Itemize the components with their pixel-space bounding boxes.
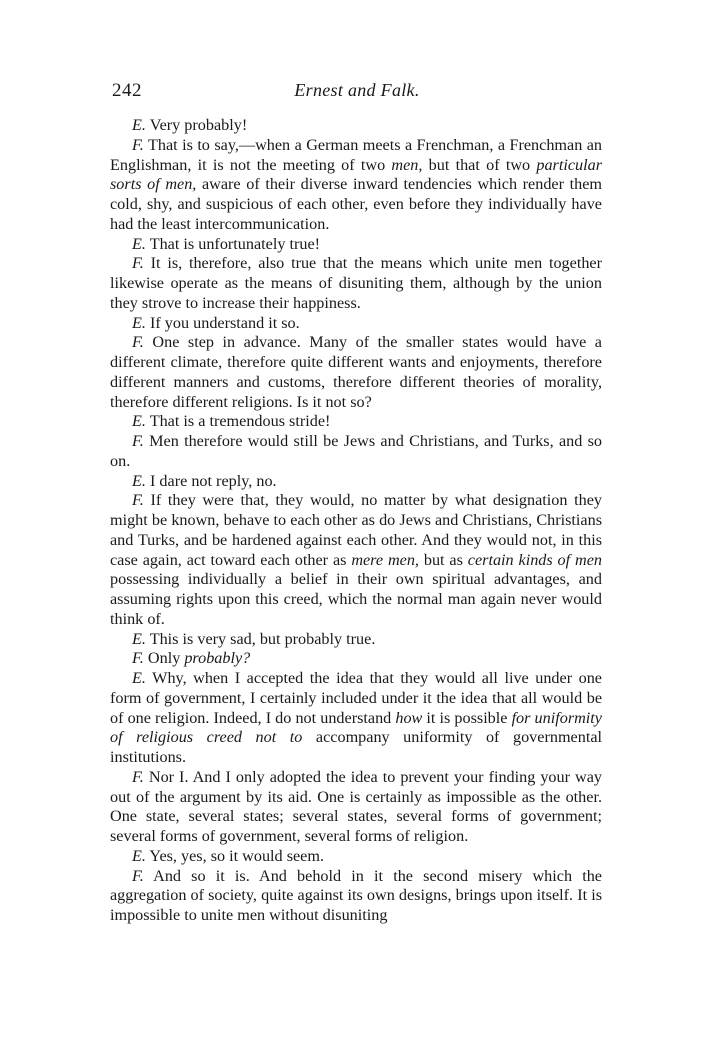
dialogue-paragraph [110,867,602,926]
italic-text: men, [391,155,423,174]
speaker-label: E. [132,116,146,134]
text-run: Men therefore would still be Jews and Christians, and Turks, and so on. [110,432,602,470]
dialogue-paragraph [110,669,602,768]
text-run: That is a tremendous stride! [145,412,331,431]
italic-text: particular sorts of men, [110,155,602,194]
text-run: Why, when I accepted the idea that they would all live under one form of government, I certainly included under it the idea that all would be of one religion. Indeed, I do not understand [110,669,602,727]
text-run: aware of their diverse inward tendencies which render them cold, shy, and suspicious of each other, even before they individually have had the least intercommunication. [110,175,602,233]
dialogue-paragraph [110,847,602,867]
text-run: One step in advance. Many of the smaller states would have a different climate, therefore quite different wants and enjoyments, therefore different manners and customs, therefore different theories of morality, therefore different religions. Is it not so? [110,333,602,411]
text-run: If they were that, they would, no matter by what designation they might be known, behave to each other as do Jews and Christians, Christians and Turks, and be hardened against each other. And they would not, in this case again, act toward each other as [110,491,602,569]
text-run: This is very sad, but probably true. [145,629,376,648]
speaker-label: E. [132,629,146,648]
italic-text: how [395,708,423,727]
text-run: I dare not reply, no. [145,471,277,490]
body-text [110,116,602,926]
text-run: Yes, yes, so it would seem. [145,846,325,865]
italic-text: certain kinds of men [467,550,602,569]
text-run: Nor I. And I only adopted the idea to prevent your finding your way out of the argument by its aid. One is certainly as impossible as the other. One state, several states; several states, several forms of government; several forms of government, several forms of religion. [110,767,602,845]
text-run: It is, therefore, also true that the means which unite men together likewise operate as the means of disuniting them, although by the union they strove to increase their happiness. [110,254,602,312]
text-run: it is possible [422,708,512,727]
speaker-label: F. [132,866,144,885]
speaker-label: E. [132,471,146,490]
dialogue-paragraph [110,333,602,412]
speaker-label: E. [132,412,146,431]
dialogue-paragraph [110,630,602,650]
dialogue-paragraph [110,649,602,669]
dialogue-paragraph [110,768,602,847]
dialogue-paragraph [110,412,602,432]
text-run: That is unfortunately true! [145,234,321,253]
dialogue-paragraph [110,314,602,334]
speaker-label: F. [132,333,144,352]
text-run: If you understand it so. [145,313,300,332]
text-run: possessing individually a belief in their own spiritual advantages, and assuming rights upon this creed, which the normal man again never would think of. [110,570,602,628]
speaker-label: E. [132,846,146,865]
dialogue-paragraph [110,136,602,235]
text-run: but as [418,550,468,569]
running-title: Ernest and Falk. [294,80,420,100]
speaker-label: F. [132,135,144,154]
speaker-label: E. [132,313,146,332]
speaker-label: F. [132,254,144,273]
dialogue-paragraph [110,235,602,255]
speaker-label: F. [132,491,144,510]
page-header [112,80,602,106]
dialogue-paragraph [110,472,602,492]
speaker-label: F. [132,767,144,786]
text-run: accompany uniformity of governmental institutions. [110,728,602,766]
text-run: Very probably! [145,116,248,134]
text-run: That is to say,—when a German meets a Frenchman, a Frenchman an Englishman, it is not the meeting of two [110,135,602,174]
dialogue-paragraph [110,491,602,629]
text-run: And so it is. And behold in it the second misery which the aggregation of society, quite against its own designs, brings upon itself. It is impossible to unite men without disuniting [110,866,602,924]
speaker-label: F. [132,649,144,668]
speaker-label: F. [132,432,144,450]
page-number: 242 [112,80,142,101]
speaker-label: E. [132,669,146,687]
italic-text: probably? [184,649,251,668]
text-run: but that of two [422,155,537,174]
dialogue-paragraph [110,432,602,472]
text-run: Only [143,649,185,668]
dialogue-paragraph [110,254,602,313]
dialogue-paragraph [110,116,602,136]
speaker-label: E. [132,234,146,253]
italic-text: for uniformity of religious creed not to [110,708,602,747]
italic-text: mere men, [351,550,419,569]
